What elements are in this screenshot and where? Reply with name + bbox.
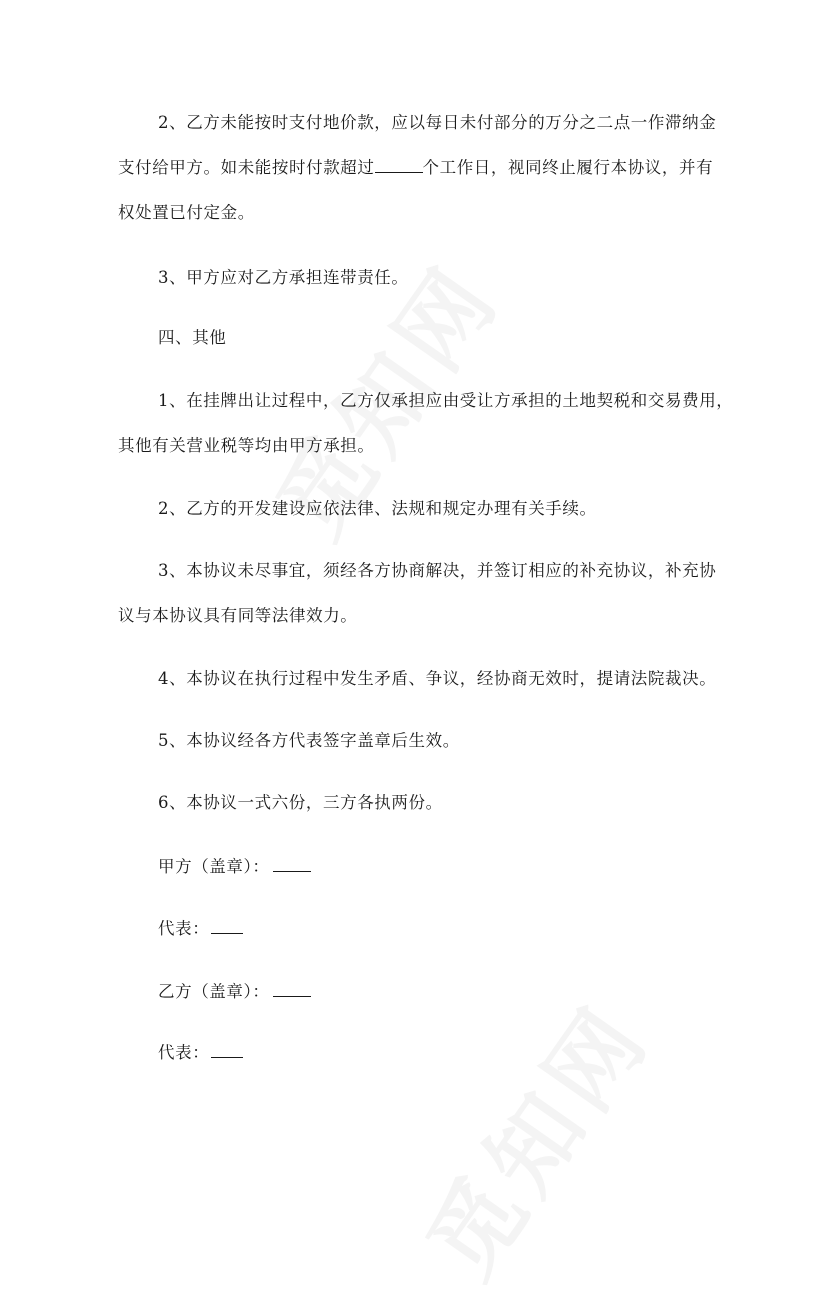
signature-blank xyxy=(273,982,311,997)
section-heading-other xyxy=(118,315,718,360)
clause-3-liability xyxy=(118,255,718,300)
signature-blank xyxy=(211,919,243,934)
clause-line: 权处置已付定金。 xyxy=(118,203,255,222)
other-clause-5 xyxy=(118,718,718,763)
clause-line: 6、本协议一式六份，三方各执两份。 xyxy=(158,793,443,812)
clause-line: 2、乙方未能按时支付地价款，应以每日未付部分的万分之二点一作滞纳金 xyxy=(158,113,717,132)
signature-label: 代表： xyxy=(158,1043,210,1062)
signature-label: 乙方（盖章）： xyxy=(158,982,270,1001)
clause-line: 5、本协议经各方代表签字盖章后生效。 xyxy=(158,731,460,750)
signature-blank xyxy=(273,857,311,872)
clause-line: 3、本协议未尽事宜，须经各方协商解决，并签订相应的补充协议，补充协 xyxy=(158,561,717,580)
clause-line: 4、本协议在执行过程中发生矛盾、争议，经协商无效时，提请法院裁决。 xyxy=(158,669,717,688)
other-clause-3 xyxy=(118,548,718,638)
clause-line: 1、在挂牌出让过程中，乙方仅承担应由受让方承担的土地契税和交易费用， xyxy=(158,391,734,410)
clause-line: 2、乙方的开发建设应依法律、法规和规定办理有关手续。 xyxy=(158,499,597,518)
clause-line: 3、甲方应对乙方承担连带责任。 xyxy=(158,268,409,287)
other-clause-4 xyxy=(118,656,718,701)
other-clause-2 xyxy=(118,486,718,531)
other-clause-6 xyxy=(118,780,718,825)
blank-days-field xyxy=(375,158,423,173)
other-clause-1 xyxy=(118,378,734,468)
party-b-rep-line xyxy=(158,1038,243,1068)
clause-text: 支付给甲方。如未能按时付款超过 xyxy=(118,158,375,177)
signature-label: 甲方（盖章）： xyxy=(158,857,270,876)
clause-text: 个工作日，视同终止履行本协议，并有 xyxy=(422,158,714,177)
clause-line xyxy=(118,145,718,190)
clause-line: 其他有关营业税等均由甲方承担。 xyxy=(118,436,375,455)
clause-2-penalty xyxy=(118,100,718,235)
signature-blank xyxy=(211,1043,243,1058)
heading-text: 四、其他 xyxy=(158,328,227,347)
watermark xyxy=(391,973,675,1299)
clause-line: 议与本协议具有同等法律效力。 xyxy=(118,606,358,625)
signature-label: 代表： xyxy=(158,919,210,938)
party-a-seal-line xyxy=(158,852,311,882)
party-a-rep-line xyxy=(158,914,243,944)
party-b-seal-line xyxy=(158,977,311,1007)
